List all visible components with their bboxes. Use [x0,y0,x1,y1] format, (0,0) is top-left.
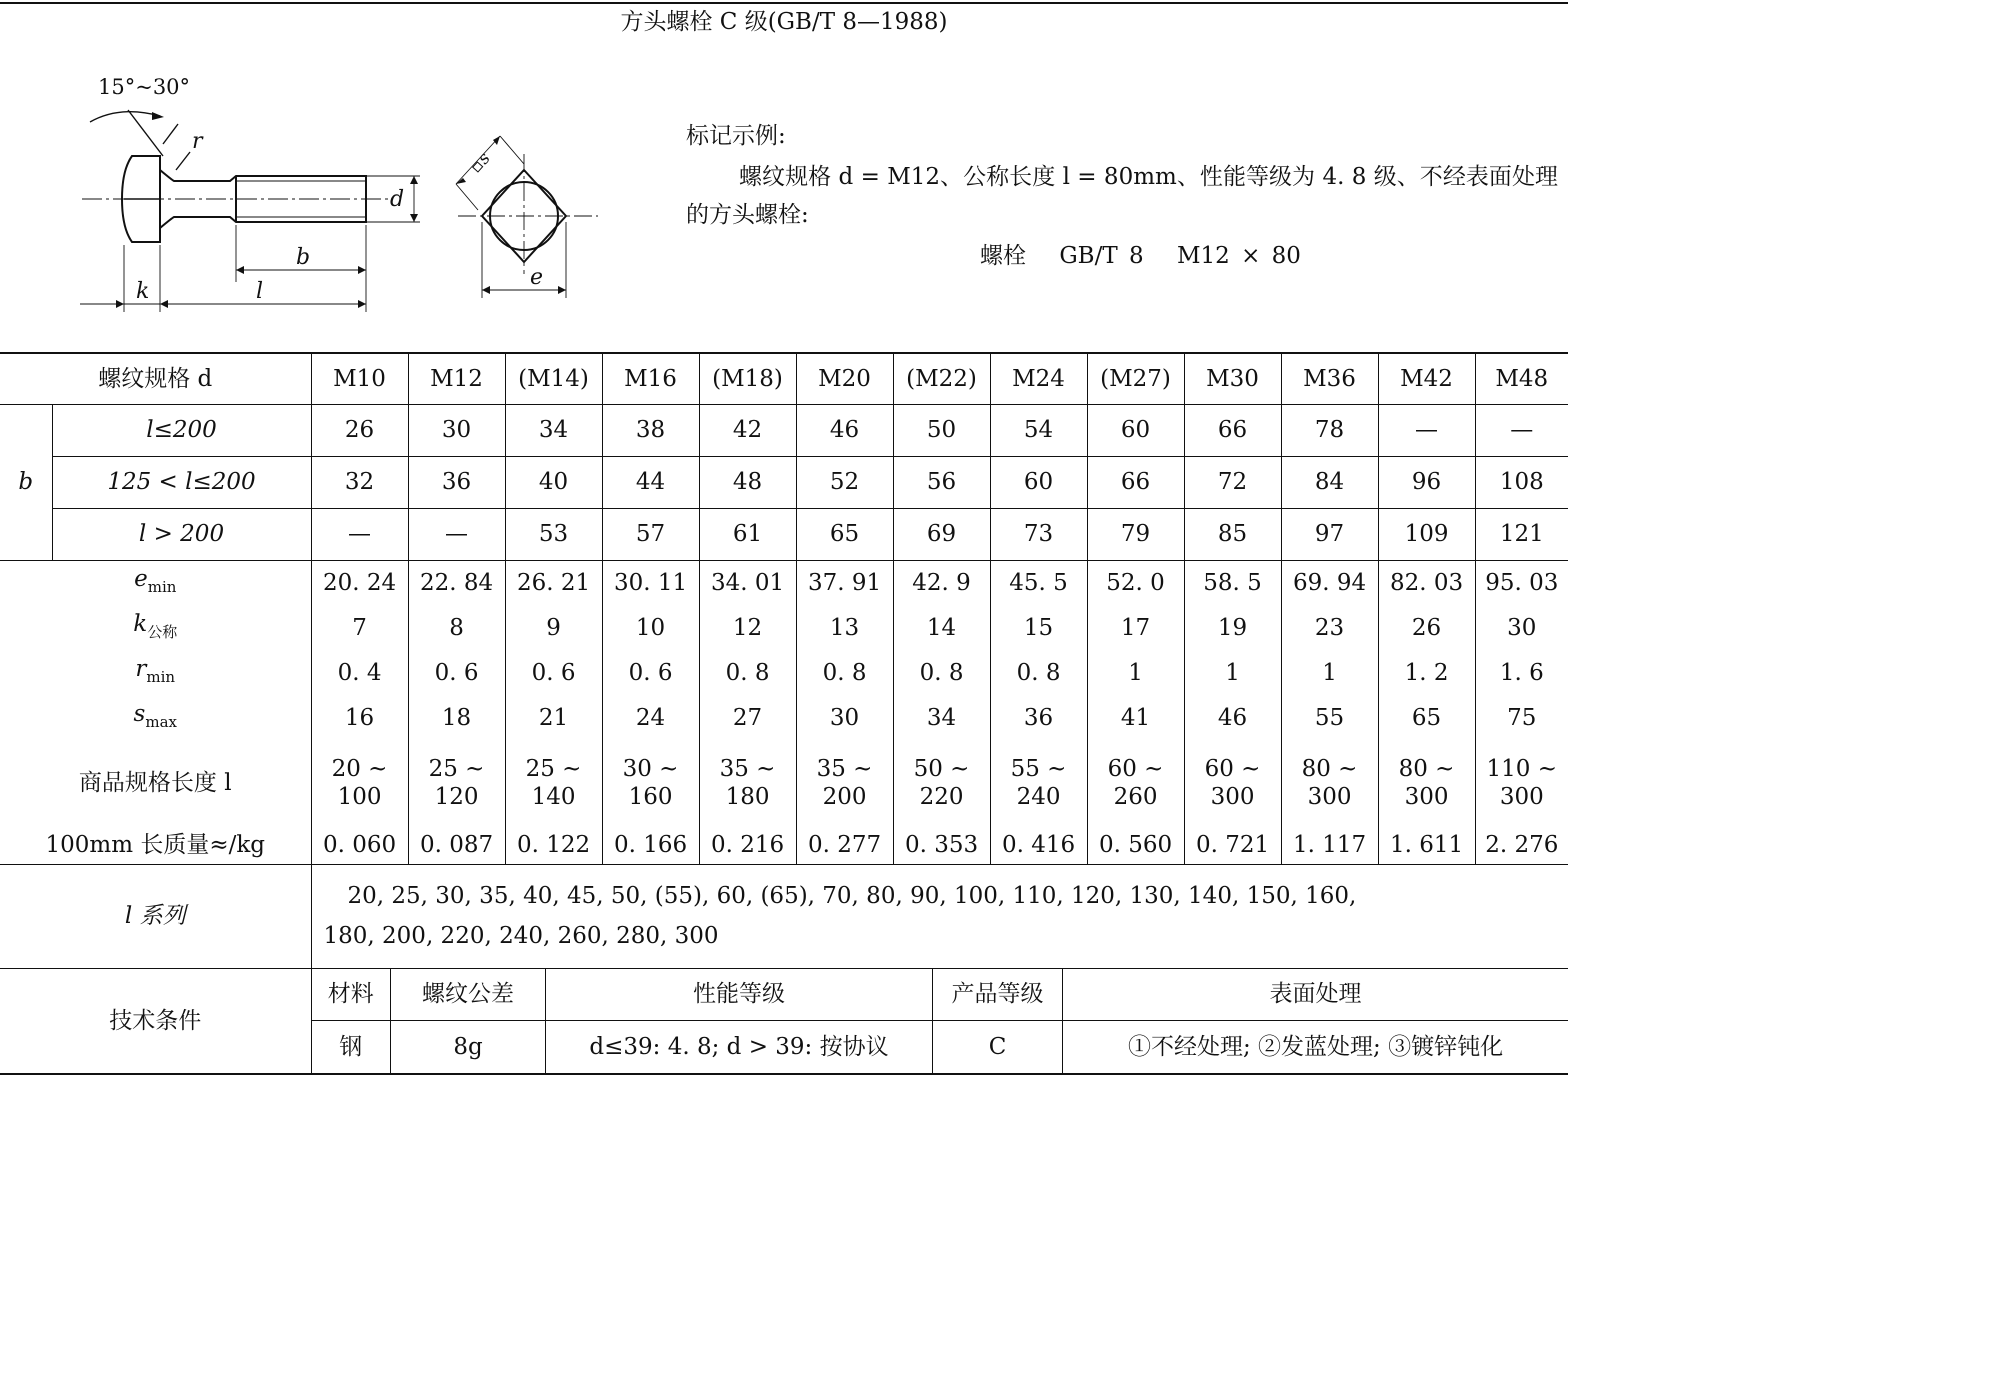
value-cell: 45. 5 [990,560,1087,605]
value-cell: 44 [602,456,699,508]
value-cell: 75 [1475,695,1568,740]
value-cell: 1 [1281,650,1378,695]
value-cell: — [1378,404,1475,456]
value-cell: 20. 24 [311,560,408,605]
table-row [0,695,1568,740]
value-cell: 46 [1184,695,1281,740]
marking-text: 螺纹规格 d = M12、公称长度 l = 80mm、性能等级为 4. 8 级、不经表面处理的方头螺栓: [686,164,1558,228]
value-cell: 0. 122 [505,826,602,864]
value-cell: — [311,508,408,560]
value-cell: 7 [311,605,408,650]
size-cell: M36 [1281,353,1378,404]
value-cell: — [408,508,505,560]
value-cell: 34. 01 [699,560,796,605]
tech-header: 表面处理 [1063,969,1569,1021]
value-cell: 85 [1184,508,1281,560]
value-cell: 0. 416 [990,826,1087,864]
value-cell: 0. 6 [408,650,505,695]
value-cell: 14 [893,605,990,650]
value-cell: 95. 03 [1475,560,1568,605]
value-cell: 42. 9 [893,560,990,605]
value-cell: 35 ~ 180 [699,740,796,826]
size-cell: M12 [408,353,505,404]
value-cell: 66 [1184,404,1281,456]
bolt-drawing [60,60,620,330]
value-cell: 24 [602,695,699,740]
value-cell: 0. 353 [893,826,990,864]
value-cell: 34 [893,695,990,740]
row-label: l 系列 [0,864,311,968]
value-cell: 48 [699,456,796,508]
value-cell: 0. 166 [602,826,699,864]
tech-value: C [933,1021,1063,1073]
value-cell: 21 [505,695,602,740]
r-label: r [192,129,203,154]
value-cell: 16 [311,695,408,740]
value-cell: 79 [1087,508,1184,560]
value-cell: 66 [1087,456,1184,508]
value-cell: 60 ~ 300 [1184,740,1281,826]
value-cell: 30 [408,404,505,456]
value-cell: 35 ~ 200 [796,740,893,826]
size-cell: M30 [1184,353,1281,404]
value-cell: 41 [1087,695,1184,740]
angle-label: 15°~30° [98,75,191,99]
value-cell: 65 [796,508,893,560]
value-cell: 80 ~ 300 [1281,740,1378,826]
size-cell: M20 [796,353,893,404]
value-cell: 96 [1378,456,1475,508]
tech-value: 8g [391,1021,546,1073]
l-label: l [256,279,264,304]
table-row [0,404,1568,456]
value-cell: 65 [1378,695,1475,740]
table-row [0,740,1568,826]
value-cell: — [1475,404,1568,456]
value-cell: 46 [796,404,893,456]
value-cell: 10 [602,605,699,650]
value-cell: 109 [1378,508,1475,560]
table-row [0,864,1568,968]
value-cell: 0. 8 [990,650,1087,695]
value-cell: 54 [990,404,1087,456]
value-cell: 22. 84 [408,560,505,605]
value-cell: 110 ~ 300 [1475,740,1568,826]
value-cell: 73 [990,508,1087,560]
value-cell: 0. 087 [408,826,505,864]
size-cell: (M18) [699,353,796,404]
row-label: $s_{max}$ [133,700,177,731]
value-cell: 60 [990,456,1087,508]
tech-value: ①不经处理; ②发蓝处理; ③镀锌钝化 [1063,1021,1569,1073]
tech-table [312,969,1569,1073]
value-cell: 1. 117 [1281,826,1378,864]
value-cell: 50 [893,404,990,456]
tech-conditions [311,968,1568,1074]
table-row [0,968,1568,1074]
value-cell: 20 ~ 100 [311,740,408,826]
angle-arc [90,112,160,122]
l-series-values: 20, 25, 30, 35, 40, 45, 50, (55), 60, (65), 70, 80, 90, 100, 110, 120, 130, 140, 150, 160, 180, 200, 220, 240, 260, 280, 300 [311,864,1568,968]
value-cell: 53 [505,508,602,560]
size-cell: (M14) [505,353,602,404]
value-cell: 32 [311,456,408,508]
marking-code-part: 螺栓 [980,243,1026,269]
value-cell: 0. 4 [311,650,408,695]
value-cell: 26 [311,404,408,456]
table-row [0,826,1568,864]
tech-header: 螺纹公差 [391,969,546,1021]
size-cell: M42 [1378,353,1475,404]
page-title: 方头螺栓 C 级(GB/T 8—1988) [620,9,948,35]
value-cell: 69. 94 [1281,560,1378,605]
table-row [0,456,1568,508]
value-cell: 0. 6 [602,650,699,695]
row-label: l≤200 [52,404,311,456]
value-cell: 30 [796,695,893,740]
value-cell: 26. 21 [505,560,602,605]
value-cell: 36 [408,456,505,508]
value-cell: 0. 216 [699,826,796,864]
value-cell: 8 [408,605,505,650]
marking-code [980,238,1323,274]
value-cell: 121 [1475,508,1568,560]
size-cell: M24 [990,353,1087,404]
value-cell: 0. 8 [699,650,796,695]
value-cell: 9 [505,605,602,650]
value-cell: 1 [1184,650,1281,695]
value-cell: 37. 91 [796,560,893,605]
row-label: 125 < l≤200 [52,456,311,508]
table-header-row [0,353,1568,404]
header-label: 螺纹规格 d [0,353,311,404]
value-cell: 42 [699,404,796,456]
value-cell: 52 [796,456,893,508]
s-label: s [473,148,495,169]
value-cell: 23 [1281,605,1378,650]
tech-value: d≤39: 4. 8; d > 39: 按协议 [546,1021,933,1073]
size-cell: M10 [311,353,408,404]
value-cell: 2. 276 [1475,826,1568,864]
table-row [0,508,1568,560]
value-cell: 30. 11 [602,560,699,605]
e-label: e [530,265,544,290]
value-cell: 27 [699,695,796,740]
value-cell: 55 ~ 240 [990,740,1087,826]
size-cell: (M22) [893,353,990,404]
value-cell: 25 ~ 140 [505,740,602,826]
row-label: $r_{min}$ [135,655,176,686]
value-cell: 0. 721 [1184,826,1281,864]
size-cell: (M27) [1087,353,1184,404]
value-cell: 72 [1184,456,1281,508]
value-cell: 18 [408,695,505,740]
value-cell: 57 [602,508,699,560]
value-cell: 13 [796,605,893,650]
value-cell: 1. 611 [1378,826,1475,864]
b-group-label: b [0,404,52,560]
value-cell: 97 [1281,508,1378,560]
value-cell: 26 [1378,605,1475,650]
value-cell: 58. 5 [1184,560,1281,605]
value-cell: 40 [505,456,602,508]
value-cell: 19 [1184,605,1281,650]
value-cell: 82. 03 [1378,560,1475,605]
table-row [0,605,1568,650]
value-cell: 1. 6 [1475,650,1568,695]
value-cell: 25 ~ 120 [408,740,505,826]
value-cell: 0. 6 [505,650,602,695]
k-label: k [136,279,150,304]
tech-header: 产品等级 [933,969,1063,1021]
d-label: d [390,187,405,212]
value-cell: 52. 0 [1087,560,1184,605]
value-cell: 30 ~ 160 [602,740,699,826]
value-cell: 17 [1087,605,1184,650]
value-cell: 80 ~ 300 [1378,740,1475,826]
table-row [0,560,1568,605]
value-cell: 0. 8 [893,650,990,695]
marking-code-part: M12 × 80 [1176,243,1301,269]
value-cell: 84 [1281,456,1378,508]
angle-arrow [152,112,164,120]
value-cell: 60 ~ 260 [1087,740,1184,826]
value-cell: 36 [990,695,1087,740]
marking-heading: 标记示例: [686,123,786,149]
value-cell: 55 [1281,695,1378,740]
tech-header: 材料 [312,969,391,1021]
size-cell: M48 [1475,353,1568,404]
b-label: b [296,245,311,270]
size-cell: M16 [602,353,699,404]
value-cell: 78 [1281,404,1378,456]
tech-value: 钢 [339,1033,363,1060]
value-cell: 15 [990,605,1087,650]
row-label: $e_{min}$ [0,560,311,605]
value-cell: 60 [1087,404,1184,456]
value-cell: 50 ~ 220 [893,740,990,826]
table-row [0,650,1568,695]
value-cell: 0. 277 [796,826,893,864]
spec-table [0,352,1568,1075]
value-cell: 108 [1475,456,1568,508]
value-cell: 1 [1087,650,1184,695]
tech-header: 性能等级 [546,969,933,1021]
value-cell: 38 [602,404,699,456]
value-cell: 34 [505,404,602,456]
value-cell: 12 [699,605,796,650]
value-cell: 61 [699,508,796,560]
value-cell: 56 [893,456,990,508]
row-label: l > 200 [52,508,311,560]
value-cell: 69 [893,508,990,560]
row-label: 技术条件 [0,968,311,1074]
value-cell: 1. 2 [1378,650,1475,695]
row-label: 商品规格长度 l [78,770,232,796]
value-cell: 0. 560 [1087,826,1184,864]
value-cell: 30 [1475,605,1568,650]
value-cell: 0. 8 [796,650,893,695]
row-label: $k_{公称}$ [133,610,178,641]
row-label: 100mm 长质量≈/kg [45,831,266,858]
marking-code-part: GB/T 8 [1059,243,1144,269]
value-cell: 0. 060 [311,826,408,864]
